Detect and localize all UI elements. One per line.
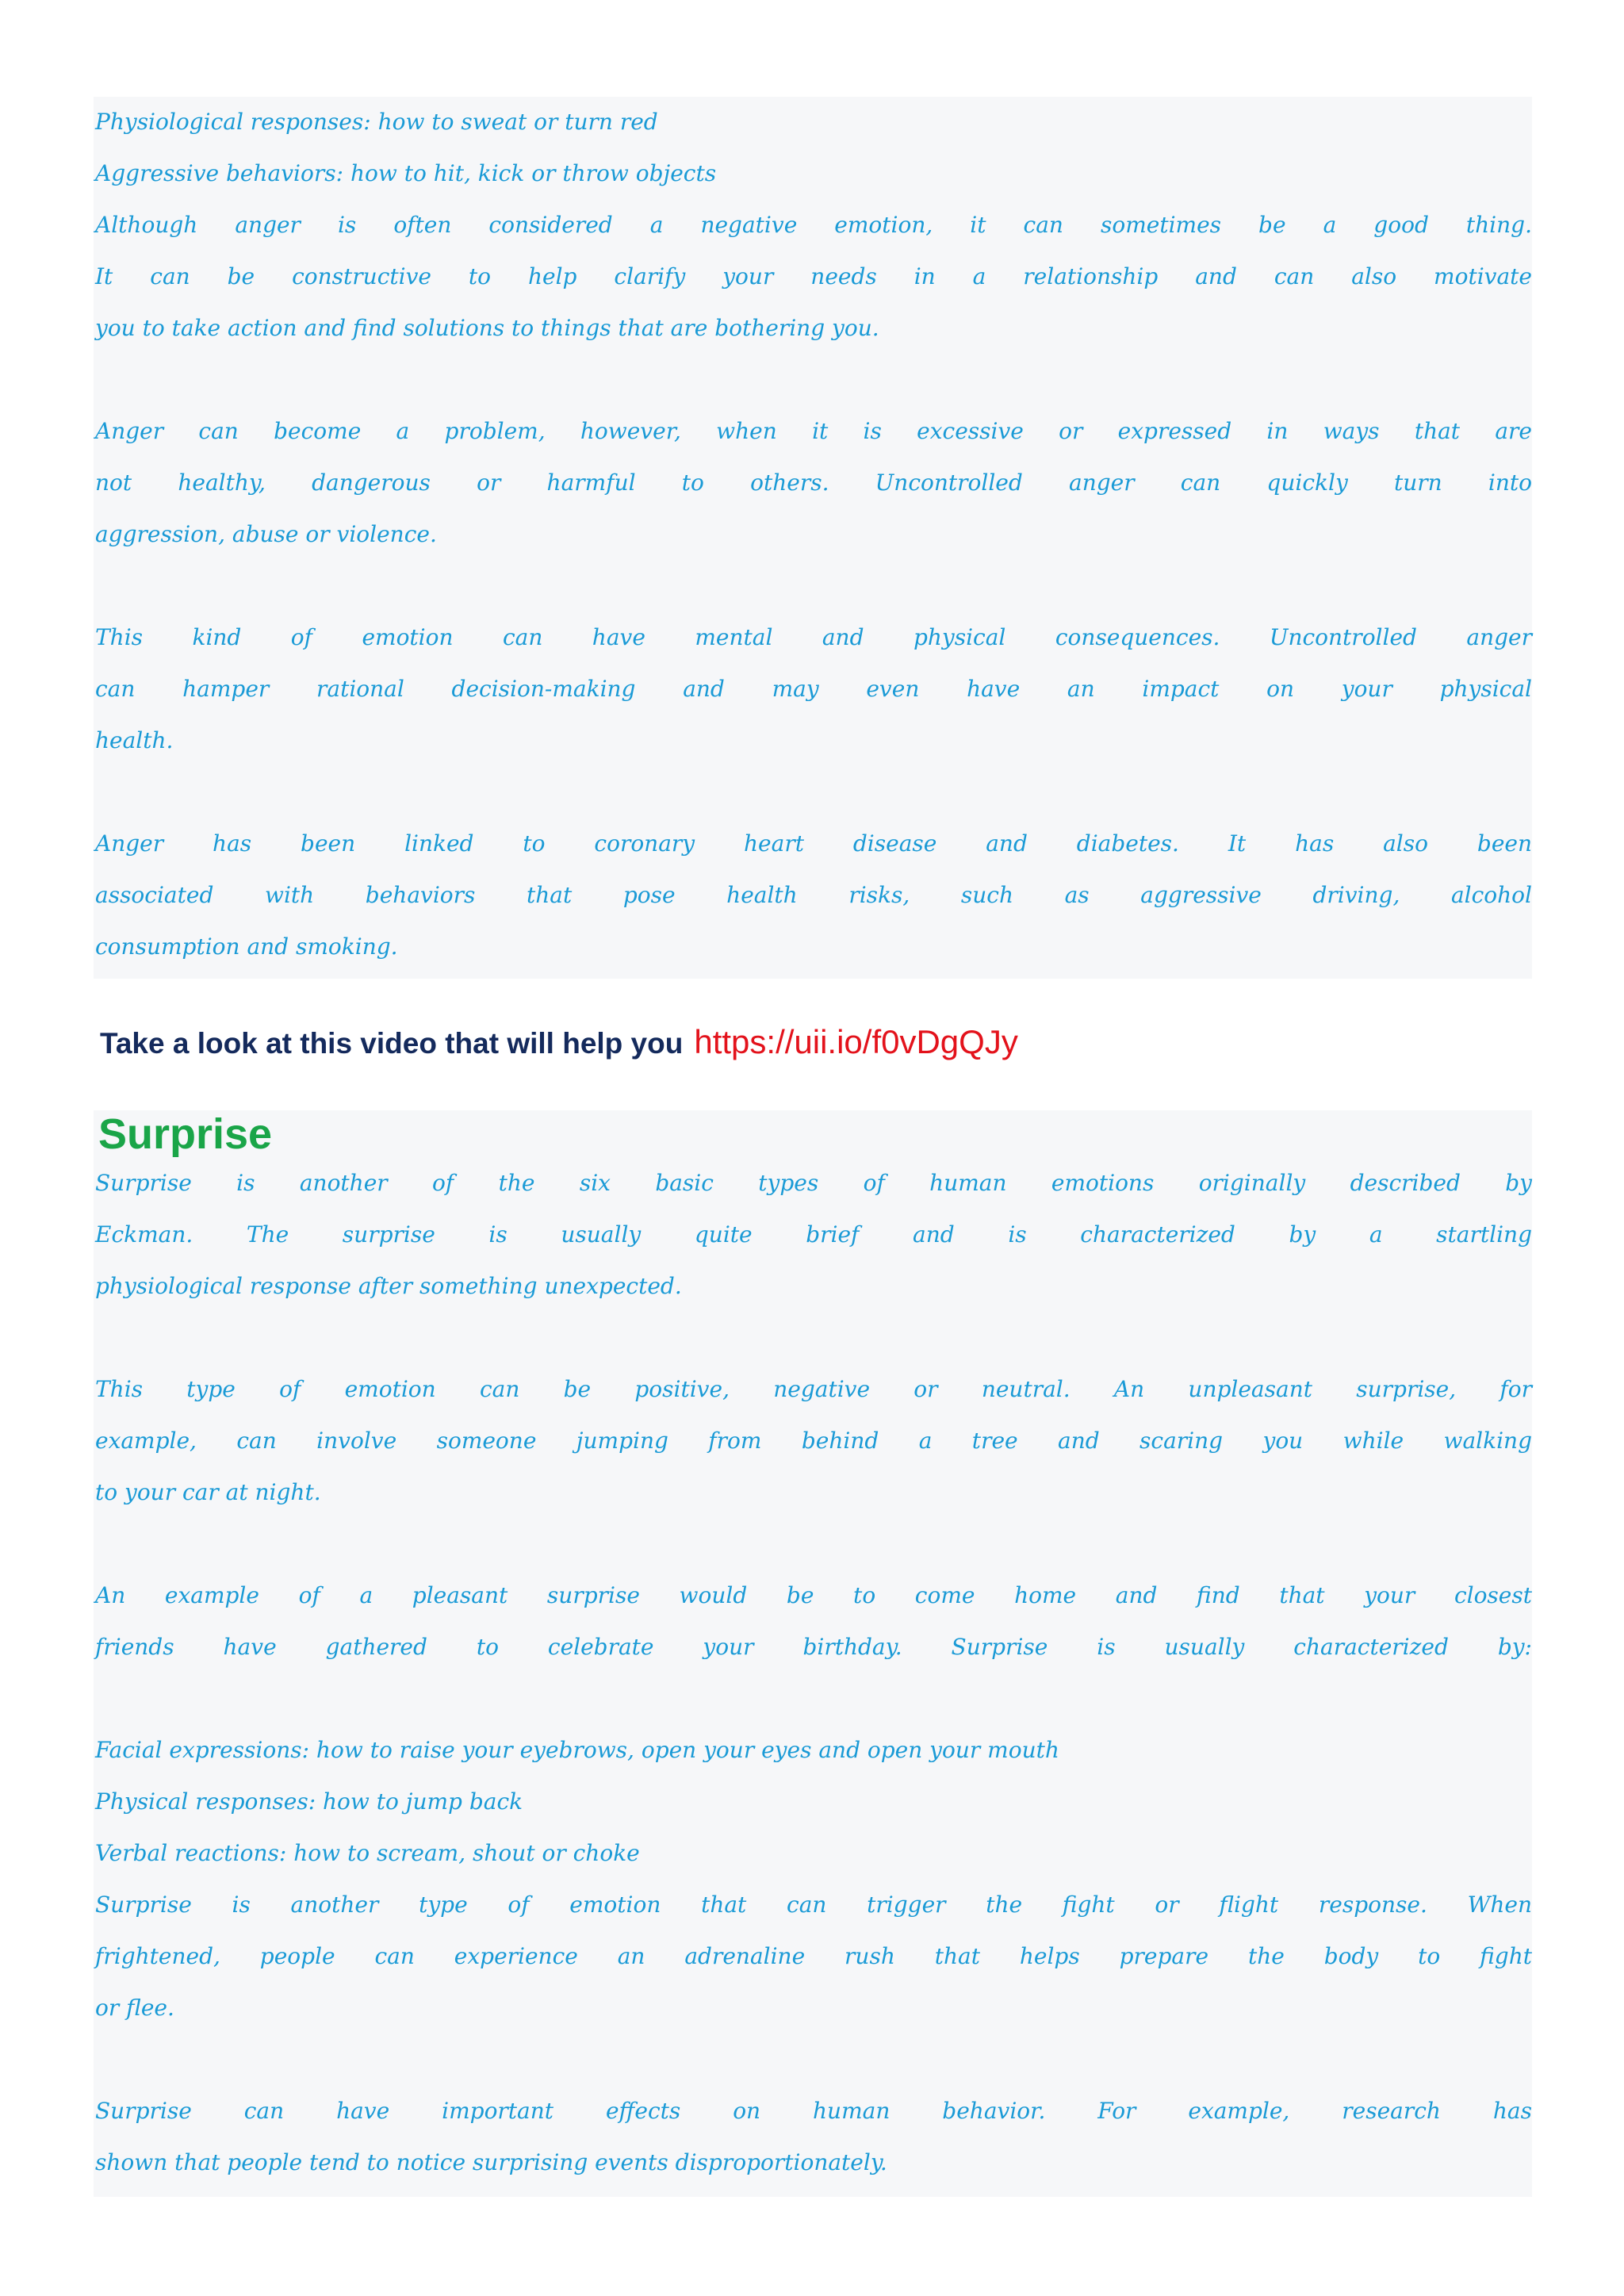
text-line: friends have gathered to celebrate your birthday. Surprise is usually characterized by: <box>95 1634 1532 1660</box>
text-line: Surprise is another type of emotion that can trigger the fight or flight response. When <box>95 1892 1532 1918</box>
text-line: consumption and smoking. <box>95 933 398 960</box>
video-note-text: Take a look at this video that will help you <box>100 1027 684 1060</box>
text-line: This type of emotion can be positive, negative or neutral. An unpleasant surprise, for <box>95 1376 1532 1402</box>
text-line: This kind of emotion can have mental and physical consequences. Uncontrolled anger <box>95 624 1532 650</box>
text-line: Surprise can have important effects on human behavior. For example, research has <box>95 2098 1532 2124</box>
video-link[interactable]: https://uii.io/f0vDgQJy <box>694 1023 1018 1060</box>
text-line: frightened, people can experience an adrenaline rush that helps prepare the body to fight <box>95 1943 1532 1969</box>
text-line: An example of a pleasant surprise would be to come home and find that your closest <box>95 1582 1532 1608</box>
text-line: Surprise is another of the six basic types of human emotions originally described by <box>95 1170 1532 1196</box>
text-line: example, can involve someone jumping from behind a tree and scaring you while walking <box>95 1428 1532 1454</box>
text-line: shown that people tend to notice surprising events disproportionately. <box>95 2149 887 2175</box>
text-line: aggression, abuse or violence. <box>95 521 437 547</box>
text-line: health. <box>95 727 174 753</box>
text-line: or flee. <box>95 1995 174 2021</box>
text-line: Physical responses: how to jump back <box>95 1788 523 1815</box>
text-line: It can be constructive to help clarify your needs in a relationship and can also motivate <box>95 263 1532 289</box>
text-line: not healthy, dangerous or harmful to others. Uncontrolled anger can quickly turn into <box>95 470 1532 496</box>
video-note <box>100 1023 1018 1061</box>
text-line: Although anger is often considered a negative emotion, it can sometimes be a good thing. <box>95 212 1532 238</box>
text-line: Anger has been linked to coronary heart disease and diabetes. It has also been <box>95 830 1532 857</box>
text-line: physiological response after something unexpected. <box>95 1273 682 1299</box>
text-line: Verbal reactions: how to scream, shout or choke <box>95 1840 640 1866</box>
text-line: Aggressive behaviors: how to hit, kick or throw objects <box>95 160 717 186</box>
text-line: you to take action and find solutions to things that are bothering you. <box>95 315 879 341</box>
text-line: can hamper rational decision-making and may even have an impact on your physical <box>95 676 1532 702</box>
text-line: Eckman. The surprise is usually quite brief and is characterized by a startling <box>95 1221 1532 1248</box>
surprise-text-block <box>94 1110 1532 2197</box>
text-line: to your car at night. <box>95 1479 321 1505</box>
anger-text-block <box>94 97 1532 979</box>
text-line: associated with behaviors that pose health risks, such as aggressive driving, alcohol <box>95 882 1532 908</box>
text-line: Facial expressions: how to raise your eyebrows, open your eyes and open your mouth <box>95 1737 1059 1763</box>
text-line: Physiological responses: how to sweat or turn red <box>95 109 658 135</box>
section-heading-surprise: Surprise <box>98 1110 273 1158</box>
text-line: Anger can become a problem, however, when it is excessive or expressed in ways that are <box>95 418 1532 444</box>
